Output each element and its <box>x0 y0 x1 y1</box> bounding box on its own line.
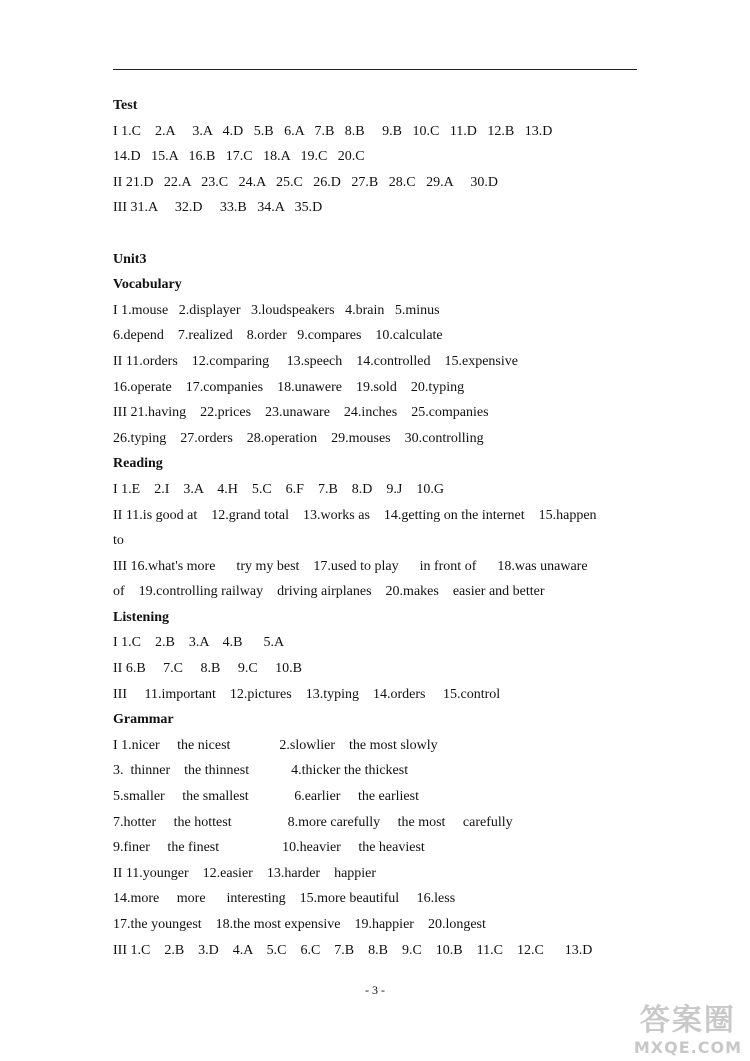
test-line-4: III 31.A 32.D 33.B 34.A 35.D <box>113 200 323 216</box>
section-heading-test: Test <box>113 98 138 113</box>
watermark-logo <box>634 1004 742 1057</box>
listening-line-2: II 6.B 7.C 8.B 9.C 10.B <box>113 661 303 677</box>
reading-line-4: III 16.what's more try my best 17.used to play in front of 18.was unaware <box>113 558 588 574</box>
listening-line-3: III 11.important 12.pictures 13.typing 14.orders 15.control <box>113 686 501 702</box>
test-line-2: 14.D 15.A 16.B 17.C 18.A 19.C 20.C <box>113 149 365 165</box>
section-gap <box>113 221 643 247</box>
vocabulary-line-4: 16.operate 17.companies 18.unawere 19.sold 20.typing <box>113 379 465 395</box>
grammar-line-1: I 1.nicer the nicest 2.slowlier the most slowly <box>113 737 438 753</box>
vocabulary-line-2: 6.depend 7.realized 8.order 9.compares 10.calculate <box>113 328 443 344</box>
grammar-line-9: III 1.C 2.B 3.D 4.A 5.C 6.C 7.B 8.B 9.C 10.B 11.C 12.C 13.D <box>113 942 593 958</box>
top-rule <box>113 69 637 70</box>
vocabulary-line-1: I 1.mouse 2.displayer 3.loudspeakers 4.brain 5.minus <box>113 302 440 318</box>
grammar-line-2: 3. thinner the thinnest 4.thicker the thickest <box>113 763 409 779</box>
page-number: - 3 - <box>365 983 385 997</box>
grammar-line-3: 5.smaller the smallest 6.earlier the earliest <box>113 789 419 805</box>
listening-line-1: I 1.C 2.B 3.A 4.B 5.A <box>113 635 285 651</box>
grammar-line-6: II 11.younger 12.easier 13.harder happier <box>113 865 377 881</box>
grammar-line-4: 7.hotter the hottest 8.more carefully the most carefully <box>113 814 513 830</box>
section-heading-grammar: Grammar <box>113 712 174 728</box>
grammar-line-8: 17.the youngest 18.the most expensive 19.happier 20.longest <box>113 917 486 932</box>
grammar-line-5: 9.finer the finest 10.heavier the heaviest <box>113 840 425 856</box>
grammar-line-7: 14.more more interesting 15.more beautiful 16.less <box>113 891 456 907</box>
reading-line-5: of 19.controlling railway driving airplanes 20.makes easier and better <box>113 584 545 600</box>
vocabulary-line-5: III 21.having 22.prices 23.unaware 24.inches 25.companies <box>113 405 489 421</box>
section-heading-vocabulary: Vocabulary <box>113 277 182 293</box>
test-line-1: I 1.C 2.A 3.A 4.D 5.B 6.A 7.B 8.B 9.B 10.C 11.D 12.B 13.D <box>113 123 553 139</box>
section-heading-reading: Reading <box>113 456 163 472</box>
vocabulary-line-6: 26.typing 27.orders 28.operation 29.mouses 30.controlling <box>113 430 484 446</box>
answer-content <box>113 93 643 963</box>
vocabulary-line-3: II 11.orders 12.comparing 13.speech 14.controlled 15.expensive <box>113 353 518 369</box>
reading-line-2: II 11.is good at 12.grand total 13.works as 14.getting on the internet 15.happen <box>113 507 597 523</box>
watermark-url: MXQE.COM <box>633 1038 742 1057</box>
reading-line-3: to <box>113 533 124 549</box>
unit-heading: Unit3 <box>113 251 147 267</box>
section-heading-listening: Listening <box>113 609 170 625</box>
watermark-logo-text: 答案圈 <box>639 1003 736 1038</box>
reading-line-1: I 1.E 2.I 3.A 4.H 5.C 6.F 7.B 8.D 9.J 10.G <box>113 481 444 497</box>
test-line-3: II 21.D 22.A 23.C 24.A 25.C 26.D 27.B 28.C 29.A 30.D <box>113 174 499 190</box>
